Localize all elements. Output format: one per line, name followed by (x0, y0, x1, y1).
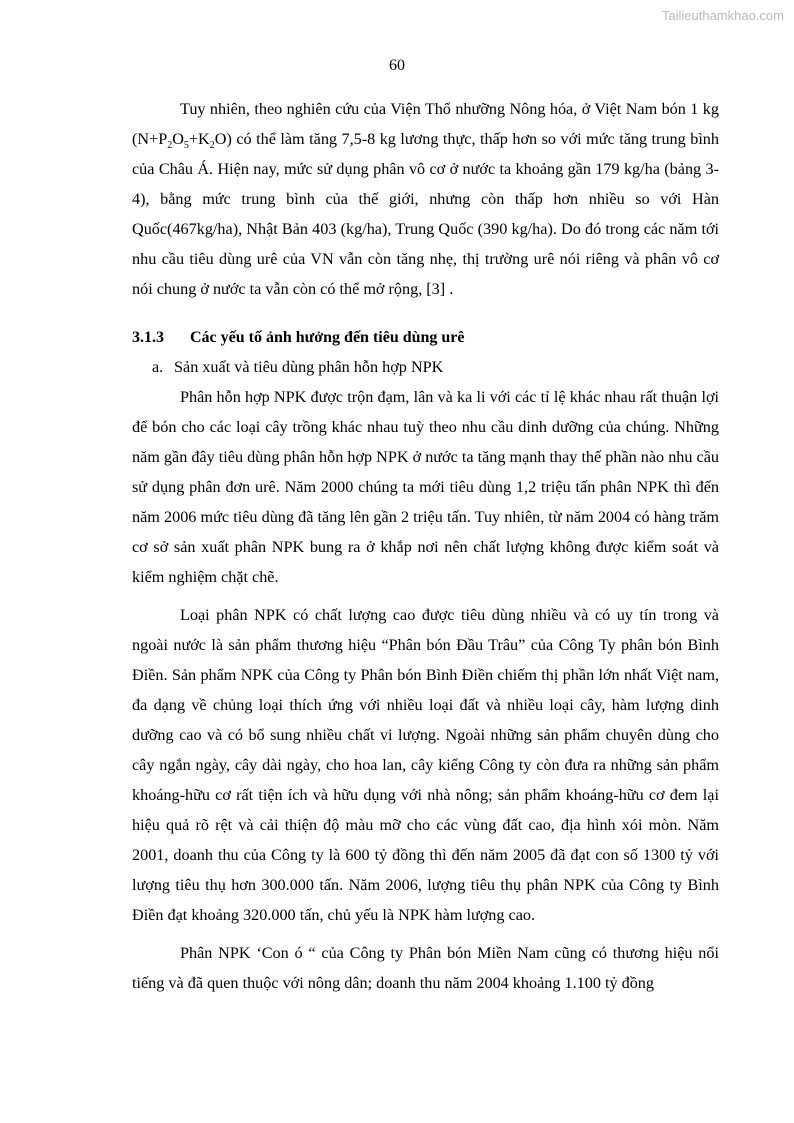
subsection-title: Sản xuất và tiêu dùng phân hỗn hợp NPK (174, 358, 444, 376)
subscript: 2 (209, 140, 215, 152)
subscript: 2 (167, 140, 173, 152)
paragraph-text: O (172, 130, 184, 148)
section-heading (132, 324, 719, 352)
paragraph-npk-mixed: Phân hỗn hợp NPK được trộn đạm, lân và ka li với các tỉ lệ khác nhau rất thuận lợi để bón cho các loại cây trồng khác nhau tuỳ theo nhu cầu dinh dưỡng của chúng. Những năm gần đây tiêu dùng phân hỗn hợp NPK ở nước ta tăng mạnh thay thế phần nào nhu cầu sử dụng phân đơn urê. Năm 2000 chúng ta mới tiêu dùng 1,2 triệu tấn phân NPK thì đến năm 2006 mức tiêu dùng đã tăng lên gần 2 triệu tấn. Tuy nhiên, từ năm 2004 có hàng trăm cơ sở sản xuất phân NPK bung ra ở khắp nơi nên chất lượng không được kiểm soát và kiểm nghiệm chặt chẽ. (132, 388, 719, 586)
document-body (132, 94, 719, 998)
section-number: 3.1.3 (132, 329, 164, 346)
section-title: Các yếu tố ảnh hưởng đến tiêu dùng urê (190, 329, 465, 346)
subsection-label: a. (152, 358, 164, 376)
page-number: 60 (389, 57, 405, 74)
watermark: Tailieuthamkhao.com (661, 8, 784, 23)
paragraph-text: O) có thể làm tăng 7,5-8 kg lương thực, thấp hơn so với mức tăng trung bình của Châu Á. Hiện nay, mức sử dụng phân vô cơ ở nước ta khoảng gần 179 kg/ha (bảng 3-4), bằng mức trung bình của thế giới, nhưng còn thấp hơn nhiều so với Hàn Quốc(467kg/ha), Nhật Bản 403 (kg/ha), Trung Quốc (390 kg/ha). Do đó trong các năm tới nhu cầu tiêu dùng urê của VN vẫn còn tăng nhẹ, thị trường urê nói riêng và phân vô cơ nói chung ở nước ta vẫn còn có thể mở rộng, [3] . (132, 130, 719, 298)
paragraph-text: Tuy nhiên, theo nghiên cứu của Viện Thổ nhưỡng Nông hóa, ở Việt Nam bón 1 kg (N+P (132, 100, 719, 148)
paragraph-con-o: Phân NPK ‘Con ó “ của Công ty Phân bón Miền Nam cũng có thương hiệu nổi tiếng và đã quen thuộc với nông dân; doanh thu năm 2004 khoảng 1.100 tỷ đồng (132, 944, 719, 992)
subscript: 5 (183, 140, 189, 152)
paragraph-text: +K (188, 130, 210, 148)
paragraph-fertilizer-usage (132, 94, 719, 304)
paragraph-binh-dien: Loại phân NPK có chất lượng cao được tiêu dùng nhiều và có uy tín trong và ngoài nước là sản phẩm thương hiệu “Phân bón Đầu Trâu” của Công Ty phân bón Bình Điền. Sản phẩm NPK của Công ty Phân bón Bình Điền chiếm thị phần lớn nhất Việt nam, đa dạng về chủng loại thích ứng với nhiều loại đất và nhiều loại cây, hàm lượng dinh dưỡng cao và có bổ sung nhiều chất vi lượng. Ngoài những sản phẩm chuyên dùng cho cây ngắn ngày, cây dài ngày, cho hoa lan, cây kiểng Công ty còn đưa ra những sản phẩm khoáng-hữu cơ rất tiện ích và hữu dụng với nhà nông; sản phẩm khoáng-hữu cơ đem lại hiệu quả rõ rệt và cải thiện độ màu mỡ cho các vùng đất cao, địa hình xói mòn. Năm 2001, doanh thu của Công ty là 600 tỷ đồng thì đến năm 2005 đã đạt con số 1300 tỷ với lượng tiêu thụ hơn 300.000 tấn. Năm 2006, lượng tiêu thụ phân NPK của Công ty Bình Điền đạt khoảng 320.000 tấn, chủ yếu là NPK hàm lượng cao. (132, 606, 719, 924)
subsection-heading (132, 352, 719, 382)
